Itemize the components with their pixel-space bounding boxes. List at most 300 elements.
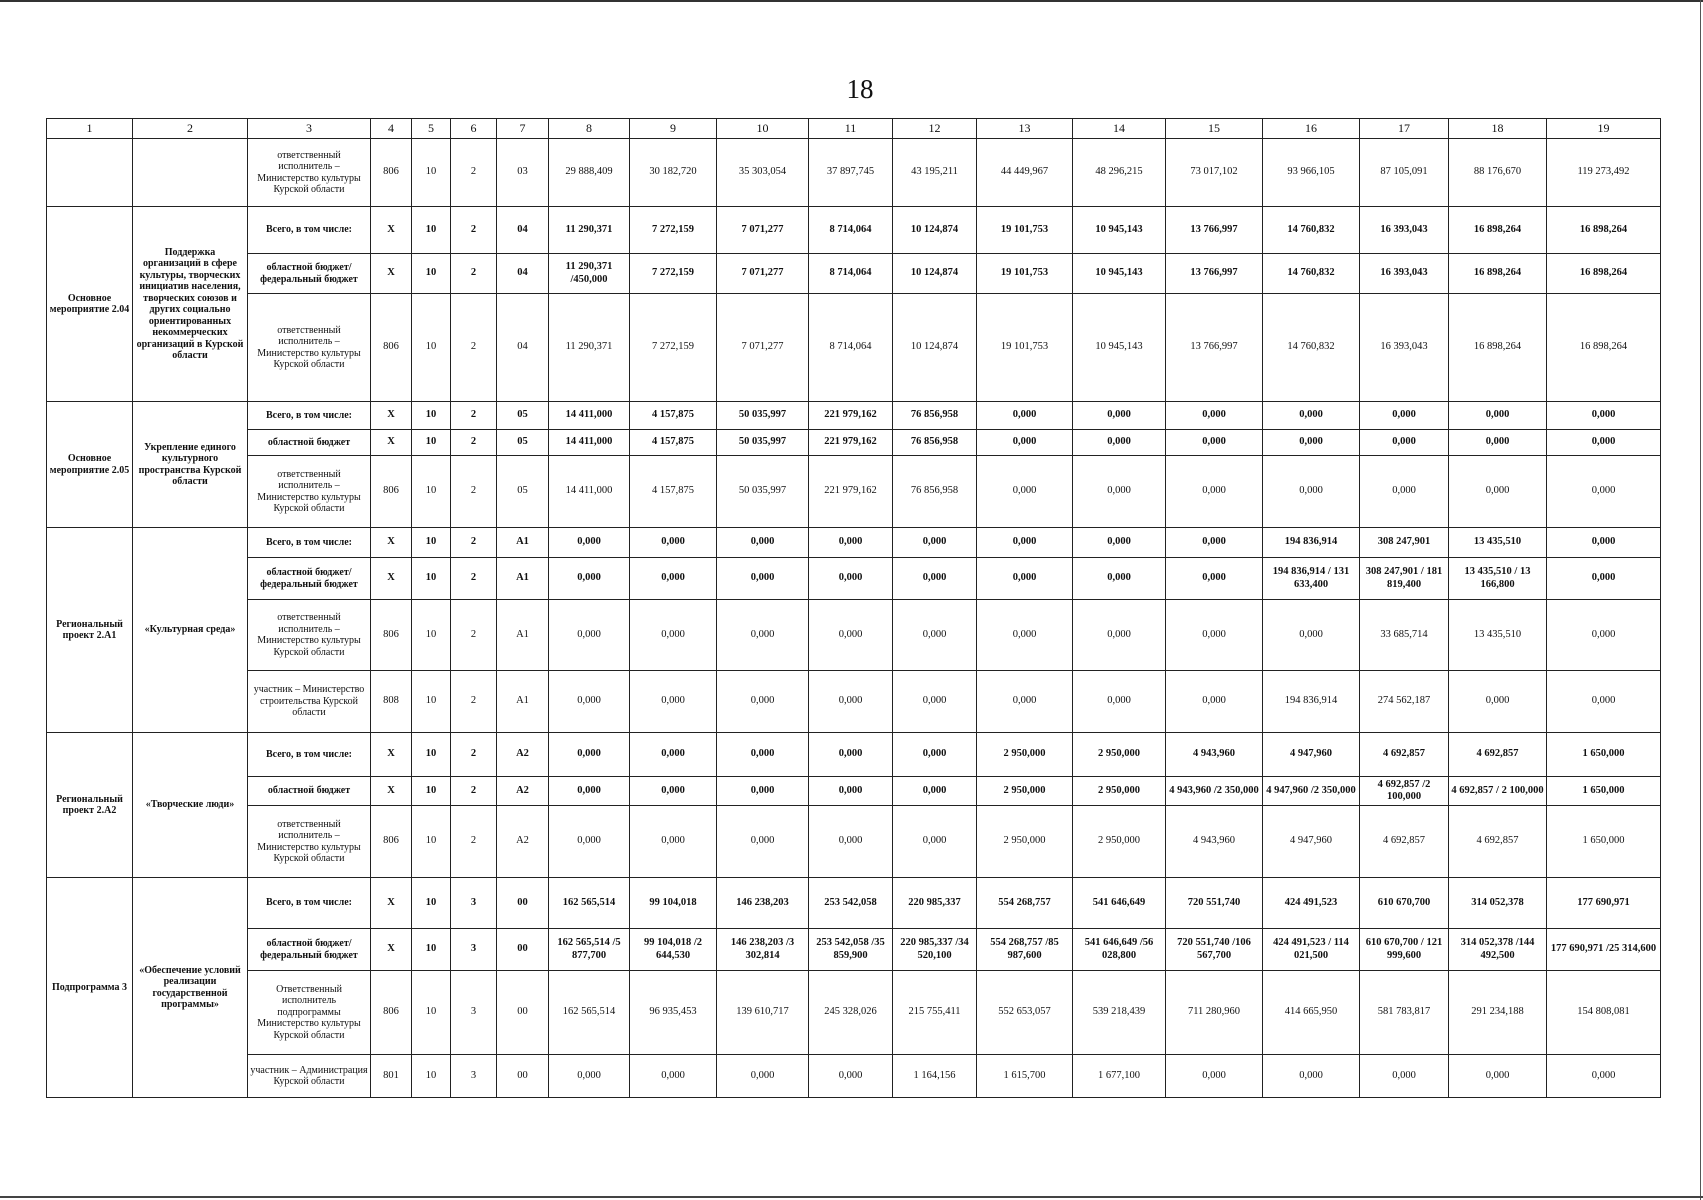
value-cell: 19 101,753 (977, 294, 1073, 402)
value-cell: 0,000 (893, 558, 977, 600)
value-cell: 2 (451, 528, 497, 558)
value-cell: 13 435,510 / 13 166,800 (1449, 558, 1547, 600)
table-row (47, 207, 1661, 254)
value-cell: 0,000 (893, 733, 977, 777)
value-cell: 0,000 (893, 600, 977, 671)
value-cell: 0,000 (1547, 600, 1661, 671)
value-cell: 253 542,058 (809, 878, 893, 929)
value-cell: 162 565,514 /5 877,700 (549, 929, 630, 971)
value-cell: 37 897,745 (809, 139, 893, 207)
value-cell: 0,000 (977, 430, 1073, 456)
value-cell: 4 157,875 (630, 456, 717, 528)
value-cell: 541 646,649 /56 028,800 (1073, 929, 1166, 971)
value-cell: X (371, 558, 412, 600)
value-cell: 253 542,058 /35 859,900 (809, 929, 893, 971)
value-cell: 0,000 (549, 600, 630, 671)
value-cell: X (371, 402, 412, 430)
value-cell: 10 (412, 294, 451, 402)
value-cell: 0,000 (1073, 671, 1166, 733)
item-code-cell: Подпрограмма 3 (47, 878, 133, 1098)
value-cell: 0,000 (809, 806, 893, 878)
item-code-cell: Региональный проект 2.A2 (47, 733, 133, 878)
funding-source-cell: Всего, в том числе: (248, 207, 371, 254)
value-cell: 0,000 (1263, 600, 1360, 671)
table-body (47, 139, 1661, 1098)
value-cell: 0,000 (630, 777, 717, 806)
table-row (47, 430, 1661, 456)
value-cell: 29 888,409 (549, 139, 630, 207)
value-cell: 16 393,043 (1360, 207, 1449, 254)
value-cell: 4 692,857 /2 100,000 (1360, 777, 1449, 806)
value-cell: 0,000 (1166, 1055, 1263, 1098)
value-cell: 0,000 (630, 671, 717, 733)
value-cell: 711 280,960 (1166, 971, 1263, 1055)
value-cell: 16 898,264 (1547, 207, 1661, 254)
value-cell: 10 (412, 929, 451, 971)
value-cell: 2 (451, 456, 497, 528)
value-cell: 10 945,143 (1073, 254, 1166, 294)
value-cell: 0,000 (809, 671, 893, 733)
value-cell: 177 690,971 /25 314,600 (1547, 929, 1661, 971)
value-cell: 76 856,958 (893, 430, 977, 456)
value-cell: 0,000 (893, 806, 977, 878)
value-cell: 194 836,914 / 131 633,400 (1263, 558, 1360, 600)
value-cell: 0,000 (717, 558, 809, 600)
value-cell: 05 (497, 402, 549, 430)
value-cell: 14 760,832 (1263, 294, 1360, 402)
value-cell: 0,000 (1547, 402, 1661, 430)
value-cell: 76 856,958 (893, 456, 977, 528)
value-cell: 35 303,054 (717, 139, 809, 207)
value-cell: 4 943,960 /2 350,000 (1166, 777, 1263, 806)
value-cell: 99 104,018 /2 644,530 (630, 929, 717, 971)
value-cell: 10 (412, 139, 451, 207)
value-cell: 11 290,371 (549, 207, 630, 254)
value-cell: 3 (451, 929, 497, 971)
bottom-border-line (0, 1196, 1703, 1198)
value-cell: 14 760,832 (1263, 207, 1360, 254)
column-header-18: 18 (1449, 119, 1547, 139)
table-row (47, 402, 1661, 430)
value-cell: 221 979,162 (809, 430, 893, 456)
value-cell: 10 (412, 430, 451, 456)
value-cell: 19 101,753 (977, 254, 1073, 294)
value-cell: 13 766,997 (1166, 254, 1263, 294)
value-cell: 0,000 (1166, 456, 1263, 528)
value-cell: 0,000 (1073, 528, 1166, 558)
value-cell: 0,000 (1449, 456, 1547, 528)
value-cell: 0,000 (1166, 600, 1263, 671)
value-cell: 162 565,514 (549, 971, 630, 1055)
value-cell: 2 (451, 430, 497, 456)
value-cell: 0,000 (1449, 430, 1547, 456)
value-cell: 10 124,874 (893, 254, 977, 294)
value-cell: 806 (371, 806, 412, 878)
funding-source-cell: областной бюджет/ федеральный бюджет (248, 254, 371, 294)
value-cell: 48 296,215 (1073, 139, 1166, 207)
value-cell: 0,000 (893, 777, 977, 806)
value-cell: 16 393,043 (1360, 254, 1449, 294)
value-cell: 0,000 (630, 733, 717, 777)
value-cell: 1 164,156 (893, 1055, 977, 1098)
value-cell: 16 898,264 (1547, 294, 1661, 402)
right-border-line (1700, 0, 1701, 1200)
value-cell: 541 646,649 (1073, 878, 1166, 929)
funding-source-cell: ответственный исполнитель – Министерство культуры Курской области (248, 806, 371, 878)
value-cell: 245 328,026 (809, 971, 893, 1055)
value-cell: 215 755,411 (893, 971, 977, 1055)
value-cell: 0,000 (717, 528, 809, 558)
value-cell: 10 (412, 733, 451, 777)
value-cell: 0,000 (809, 733, 893, 777)
value-cell: 4 692,857 (1360, 806, 1449, 878)
column-header-6: 6 (451, 119, 497, 139)
value-cell: 11 290,371 (549, 294, 630, 402)
table-row (47, 1055, 1661, 1098)
value-cell: 05 (497, 430, 549, 456)
value-cell: 0,000 (717, 600, 809, 671)
value-cell: 146 238,203 /3 302,814 (717, 929, 809, 971)
value-cell: 0,000 (630, 806, 717, 878)
value-cell: 0,000 (1263, 456, 1360, 528)
value-cell: 4 947,960 (1263, 806, 1360, 878)
value-cell: 44 449,967 (977, 139, 1073, 207)
value-cell: 2 (451, 733, 497, 777)
value-cell: 3 (451, 971, 497, 1055)
value-cell: 806 (371, 600, 412, 671)
value-cell: 10 (412, 777, 451, 806)
value-cell: X (371, 733, 412, 777)
value-cell: 10 945,143 (1073, 294, 1166, 402)
value-cell: 16 393,043 (1360, 294, 1449, 402)
value-cell: 0,000 (1073, 430, 1166, 456)
item-code-cell (47, 139, 133, 207)
value-cell: 414 665,950 (1263, 971, 1360, 1055)
value-cell: X (371, 207, 412, 254)
value-cell: 314 052,378 /144 492,500 (1449, 929, 1547, 971)
column-header-3: 3 (248, 119, 371, 139)
value-cell: 0,000 (717, 671, 809, 733)
value-cell: 0,000 (809, 600, 893, 671)
value-cell: 0,000 (1547, 430, 1661, 456)
value-cell: X (371, 777, 412, 806)
value-cell: 50 035,997 (717, 430, 809, 456)
value-cell: 0,000 (549, 806, 630, 878)
item-name-cell (133, 139, 248, 207)
value-cell: 0,000 (1449, 402, 1547, 430)
value-cell: 0,000 (717, 1055, 809, 1098)
column-header-1: 1 (47, 119, 133, 139)
value-cell: 610 670,700 / 121 999,600 (1360, 929, 1449, 971)
value-cell: 04 (497, 254, 549, 294)
value-cell: 0,000 (1073, 402, 1166, 430)
value-cell: 10 (412, 254, 451, 294)
value-cell: 2 (451, 139, 497, 207)
column-header-4: 4 (371, 119, 412, 139)
value-cell: 10 (412, 528, 451, 558)
value-cell: 581 783,817 (1360, 971, 1449, 1055)
value-cell: 19 101,753 (977, 207, 1073, 254)
value-cell: 7 272,159 (630, 207, 717, 254)
column-header-10: 10 (717, 119, 809, 139)
value-cell: 0,000 (977, 600, 1073, 671)
value-cell: 03 (497, 139, 549, 207)
value-cell: 10 124,874 (893, 294, 977, 402)
value-cell: 14 411,000 (549, 430, 630, 456)
value-cell: 221 979,162 (809, 456, 893, 528)
value-cell: 220 985,337 (893, 878, 977, 929)
value-cell: 10 (412, 971, 451, 1055)
value-cell: A2 (497, 777, 549, 806)
value-cell: 13 435,510 (1449, 600, 1547, 671)
value-cell: 0,000 (977, 402, 1073, 430)
value-cell: 16 898,264 (1449, 254, 1547, 294)
value-cell: 0,000 (1360, 456, 1449, 528)
value-cell: 93 966,105 (1263, 139, 1360, 207)
value-cell: 00 (497, 1055, 549, 1098)
value-cell: 0,000 (977, 456, 1073, 528)
value-cell: 2 (451, 558, 497, 600)
value-cell: 4 157,875 (630, 430, 717, 456)
table-row (47, 777, 1661, 806)
value-cell: 87 105,091 (1360, 139, 1449, 207)
value-cell: X (371, 254, 412, 294)
value-cell: 0,000 (1547, 671, 1661, 733)
value-cell: 1 677,100 (1073, 1055, 1166, 1098)
value-cell: 00 (497, 878, 549, 929)
value-cell: 0,000 (549, 1055, 630, 1098)
value-cell: 33 685,714 (1360, 600, 1449, 671)
funding-source-cell: ответственный исполнитель – Министерство культуры Курской области (248, 600, 371, 671)
value-cell: 0,000 (630, 1055, 717, 1098)
table-row (47, 139, 1661, 207)
table-row (47, 733, 1661, 777)
value-cell: 11 290,371 /450,000 (549, 254, 630, 294)
value-cell: 0,000 (1166, 430, 1263, 456)
table-row (47, 294, 1661, 402)
value-cell: 2 950,000 (1073, 733, 1166, 777)
column-header-12: 12 (893, 119, 977, 139)
value-cell: A1 (497, 528, 549, 558)
value-cell: 3 (451, 878, 497, 929)
value-cell: 14 411,000 (549, 402, 630, 430)
value-cell: 0,000 (1073, 558, 1166, 600)
value-cell: A1 (497, 558, 549, 600)
value-cell: 4 947,960 /2 350,000 (1263, 777, 1360, 806)
budget-table (46, 118, 1661, 1098)
value-cell: X (371, 929, 412, 971)
value-cell: 806 (371, 139, 412, 207)
value-cell: 13 766,997 (1166, 294, 1263, 402)
value-cell: 2 (451, 806, 497, 878)
value-cell: 2 950,000 (977, 733, 1073, 777)
value-cell: 0,000 (1547, 528, 1661, 558)
column-header-2: 2 (133, 119, 248, 139)
value-cell: 4 692,857 / 2 100,000 (1449, 777, 1547, 806)
page-number: 18 (846, 74, 874, 104)
value-cell: 50 035,997 (717, 456, 809, 528)
value-cell: 539 218,439 (1073, 971, 1166, 1055)
value-cell: 8 714,064 (809, 254, 893, 294)
value-cell: 99 104,018 (630, 878, 717, 929)
column-header-15: 15 (1166, 119, 1263, 139)
value-cell: 0,000 (630, 600, 717, 671)
value-cell: 88 176,670 (1449, 139, 1547, 207)
value-cell: 801 (371, 1055, 412, 1098)
funding-source-cell: ответственный исполнитель – Министерство культуры Курской области (248, 294, 371, 402)
value-cell: A1 (497, 600, 549, 671)
table-row (47, 600, 1661, 671)
value-cell: 0,000 (1547, 1055, 1661, 1098)
value-cell: 0,000 (893, 528, 977, 558)
value-cell: 4 692,857 (1449, 733, 1547, 777)
item-name-cell: «Культурная среда» (133, 528, 248, 733)
table-row (47, 456, 1661, 528)
value-cell: 2 (451, 777, 497, 806)
value-cell: 308 247,901 / 181 819,400 (1360, 558, 1449, 600)
item-name-cell: Поддержка организаций в сфере культуры, творческих инициатив населения, творческих союзов и других социально ориентированных некоммерческих организаций в Курской области (133, 207, 248, 402)
value-cell: 0,000 (630, 558, 717, 600)
value-cell: 0,000 (977, 528, 1073, 558)
value-cell: 1 615,700 (977, 1055, 1073, 1098)
value-cell: 2 (451, 600, 497, 671)
funding-source-cell: Всего, в том числе: (248, 733, 371, 777)
value-cell: 14 411,000 (549, 456, 630, 528)
value-cell: 30 182,720 (630, 139, 717, 207)
value-cell: 1 650,000 (1547, 777, 1661, 806)
funding-source-cell: областной бюджет (248, 777, 371, 806)
value-cell: 194 836,914 (1263, 528, 1360, 558)
funding-source-cell: областной бюджет/ федеральный бюджет (248, 558, 371, 600)
value-cell: 0,000 (1449, 671, 1547, 733)
value-cell: 7 272,159 (630, 294, 717, 402)
column-header-5: 5 (412, 119, 451, 139)
value-cell: 2 (451, 207, 497, 254)
value-cell: 0,000 (1547, 558, 1661, 600)
value-cell: 0,000 (977, 558, 1073, 600)
value-cell: 0,000 (1073, 456, 1166, 528)
value-cell: 2 950,000 (1073, 777, 1166, 806)
value-cell: 720 551,740 /106 567,700 (1166, 929, 1263, 971)
value-cell: 554 268,757 (977, 878, 1073, 929)
value-cell: 0,000 (1360, 430, 1449, 456)
column-number-row (47, 119, 1661, 139)
value-cell: 1 650,000 (1547, 806, 1661, 878)
value-cell: 0,000 (809, 777, 893, 806)
funding-source-cell: областной бюджет/ федеральный бюджет (248, 929, 371, 971)
value-cell: 274 562,187 (1360, 671, 1449, 733)
value-cell: 4 692,857 (1449, 806, 1547, 878)
item-name-cell: «Творческие люди» (133, 733, 248, 878)
value-cell: A2 (497, 806, 549, 878)
value-cell: 314 052,378 (1449, 878, 1547, 929)
value-cell: 10 124,874 (893, 207, 977, 254)
value-cell: 146 238,203 (717, 878, 809, 929)
value-cell: 13 766,997 (1166, 207, 1263, 254)
value-cell: 4 157,875 (630, 402, 717, 430)
value-cell: 119 273,492 (1547, 139, 1661, 207)
column-header-14: 14 (1073, 119, 1166, 139)
value-cell: 16 898,264 (1449, 294, 1547, 402)
value-cell: X (371, 528, 412, 558)
value-cell: 3 (451, 1055, 497, 1098)
table-row (47, 878, 1661, 929)
value-cell: 73 017,102 (1166, 139, 1263, 207)
value-cell: 0,000 (1360, 1055, 1449, 1098)
column-header-16: 16 (1263, 119, 1360, 139)
value-cell: 0,000 (1547, 456, 1661, 528)
value-cell: X (371, 430, 412, 456)
value-cell: 00 (497, 971, 549, 1055)
value-cell: 4 947,960 (1263, 733, 1360, 777)
value-cell: 7 071,277 (717, 294, 809, 402)
value-cell: 0,000 (1166, 558, 1263, 600)
value-cell: 0,000 (809, 558, 893, 600)
value-cell: 0,000 (1166, 402, 1263, 430)
column-header-9: 9 (630, 119, 717, 139)
value-cell: 424 491,523 / 114 021,500 (1263, 929, 1360, 971)
funding-source-cell: участник – Администрация Курской области (248, 1055, 371, 1098)
value-cell: 806 (371, 456, 412, 528)
value-cell: 221 979,162 (809, 402, 893, 430)
value-cell: 720 551,740 (1166, 878, 1263, 929)
value-cell: 0,000 (717, 733, 809, 777)
value-cell: 0,000 (893, 671, 977, 733)
value-cell: 0,000 (1263, 402, 1360, 430)
table-row (47, 806, 1661, 878)
value-cell: 10 (412, 1055, 451, 1098)
value-cell: 1 650,000 (1547, 733, 1661, 777)
top-border-line (0, 0, 1703, 2)
item-name-cell: «Обеспечение условий реализации государственной программы» (133, 878, 248, 1098)
item-name-cell: Укрепление единого культурного пространства Курской области (133, 402, 248, 528)
value-cell: 4 943,960 (1166, 806, 1263, 878)
value-cell: 154 808,081 (1547, 971, 1661, 1055)
value-cell: 162 565,514 (549, 878, 630, 929)
value-cell: 13 435,510 (1449, 528, 1547, 558)
value-cell: 0,000 (1073, 600, 1166, 671)
value-cell: 16 898,264 (1449, 207, 1547, 254)
funding-source-cell: ответственный исполнитель – Министерство культуры Курской области (248, 139, 371, 207)
item-code-cell: Региональный проект 2.A1 (47, 528, 133, 733)
value-cell: 2 (451, 294, 497, 402)
column-header-17: 17 (1360, 119, 1449, 139)
column-header-7: 7 (497, 119, 549, 139)
value-cell: 7 071,277 (717, 254, 809, 294)
value-cell: 194 836,914 (1263, 671, 1360, 733)
value-cell: 554 268,757 /85 987,600 (977, 929, 1073, 971)
value-cell: 0,000 (717, 777, 809, 806)
value-cell: 806 (371, 294, 412, 402)
value-cell: 0,000 (549, 733, 630, 777)
value-cell: 139 610,717 (717, 971, 809, 1055)
value-cell: 10 (412, 600, 451, 671)
column-header-13: 13 (977, 119, 1073, 139)
value-cell: 2 (451, 671, 497, 733)
value-cell: 10 (412, 558, 451, 600)
value-cell: 04 (497, 294, 549, 402)
value-cell: 4 943,960 (1166, 733, 1263, 777)
table-row (47, 558, 1661, 600)
value-cell: 0,000 (977, 671, 1073, 733)
value-cell: 424 491,523 (1263, 878, 1360, 929)
value-cell: 10 945,143 (1073, 207, 1166, 254)
value-cell: 50 035,997 (717, 402, 809, 430)
value-cell: 7 071,277 (717, 207, 809, 254)
value-cell: 16 898,264 (1547, 254, 1661, 294)
value-cell: 10 (412, 402, 451, 430)
value-cell: 0,000 (1449, 1055, 1547, 1098)
